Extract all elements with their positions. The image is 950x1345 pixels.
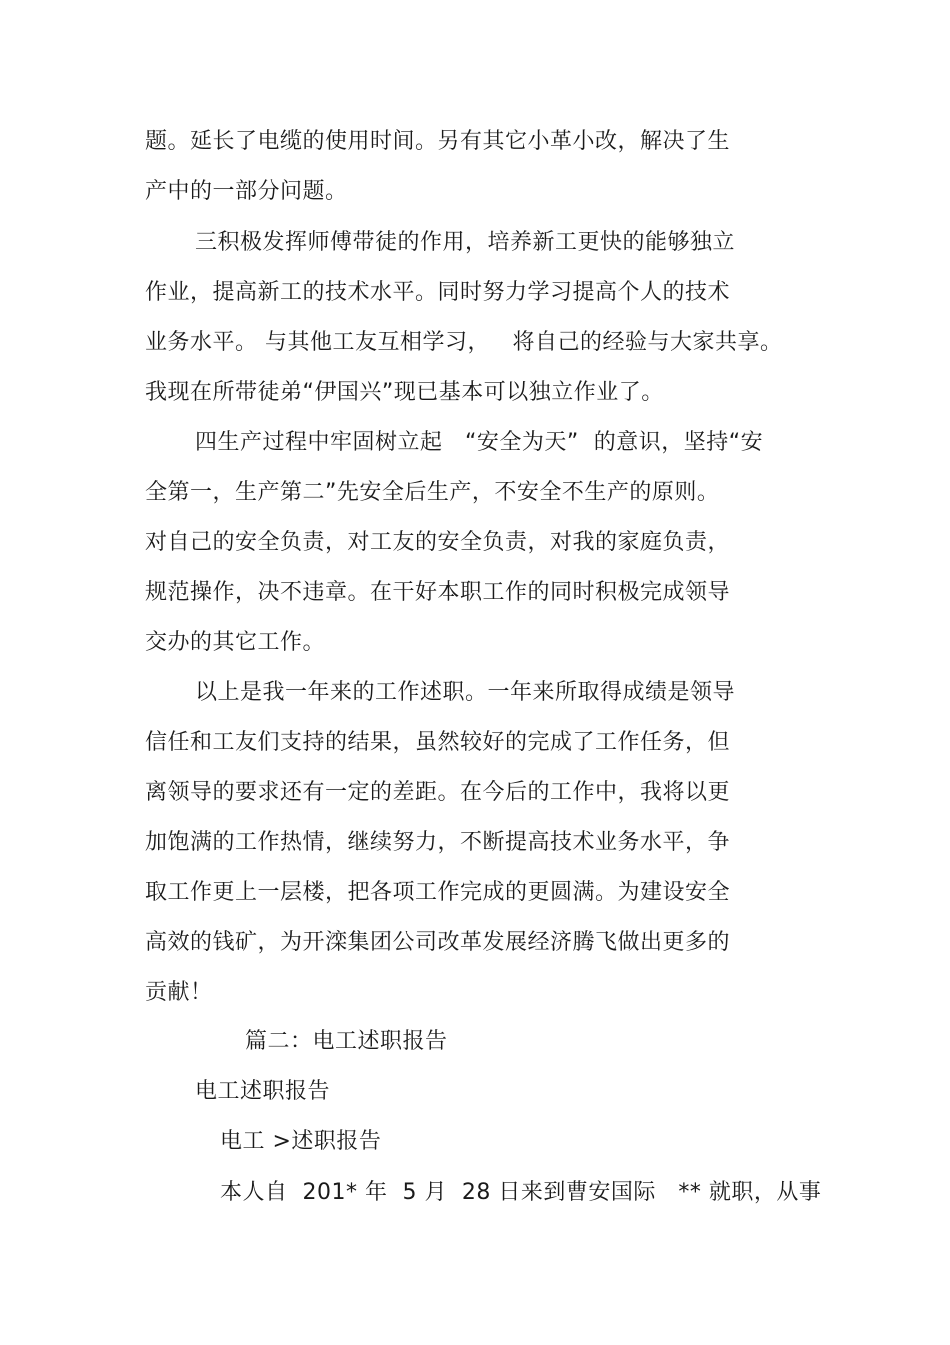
document-title: 电工述职报告 — [195, 1079, 331, 1104]
text-line: 信任和工友们支持的结果，虽然较好的完成了工作任务，但 — [145, 730, 731, 755]
text-line: 作业，提高新工的技术水平。同时努力学习提高个人的技术 — [145, 280, 731, 305]
text-line: 加饱满的工作热情，继续努力，不断提高技术业务水平，争 — [145, 830, 731, 855]
text-line: 三积极发挥师傅带徒的作用，培养新工更快的能够独立 — [195, 230, 736, 255]
text-line: 以上是我一年来的工作述职。一年来所取得成绩是领导 — [195, 680, 736, 705]
text-line: 规范操作，决不违章。在干好本职工作的同时积极完成领导 — [145, 580, 731, 605]
text-line: 取工作更上一层楼，把各项工作完成的更圆满。为建设安全 — [145, 880, 731, 905]
section-heading: 篇二：电工述职报告 — [245, 1029, 448, 1054]
text-line: 本人自 201* 年 5 月 28 日来到曹安国际 ** 就职，从事 — [220, 1180, 822, 1205]
text-line: 四生产过程中牢固树立起 “安全为天” 的意识，坚持“安 — [195, 430, 764, 455]
text-line: 业务水平。 与其他工友互相学习， 将自己的经验与大家共享。 — [145, 330, 783, 355]
text-line: 离领导的要求还有一定的差距。在今后的工作中，我将以更 — [145, 780, 731, 805]
text-line: 对自己的安全负责，对工友的安全负责，对我的家庭负责， — [145, 530, 731, 555]
text-line: 全第一，生产第二”先安全后生产，不安全不生产的原则。 — [145, 480, 720, 505]
text-line: 高效的钱矿，为开滦集团公司改革发展经济腾飞做出更多的 — [145, 930, 731, 955]
text-line: 题。延长了电缆的使用时间。另有其它小革小改，解决了生 — [145, 129, 731, 154]
text-line: 我现在所带徒弟“伊国兴”现已基本可以独立作业了。 — [145, 380, 664, 405]
text-line: 产中的一部分问题。 — [145, 179, 348, 204]
text-line: 交办的其它工作。 — [145, 630, 326, 655]
document-subtitle: 电工 >述职报告 — [220, 1129, 382, 1154]
text-line: 贡献！ — [145, 980, 213, 1005]
